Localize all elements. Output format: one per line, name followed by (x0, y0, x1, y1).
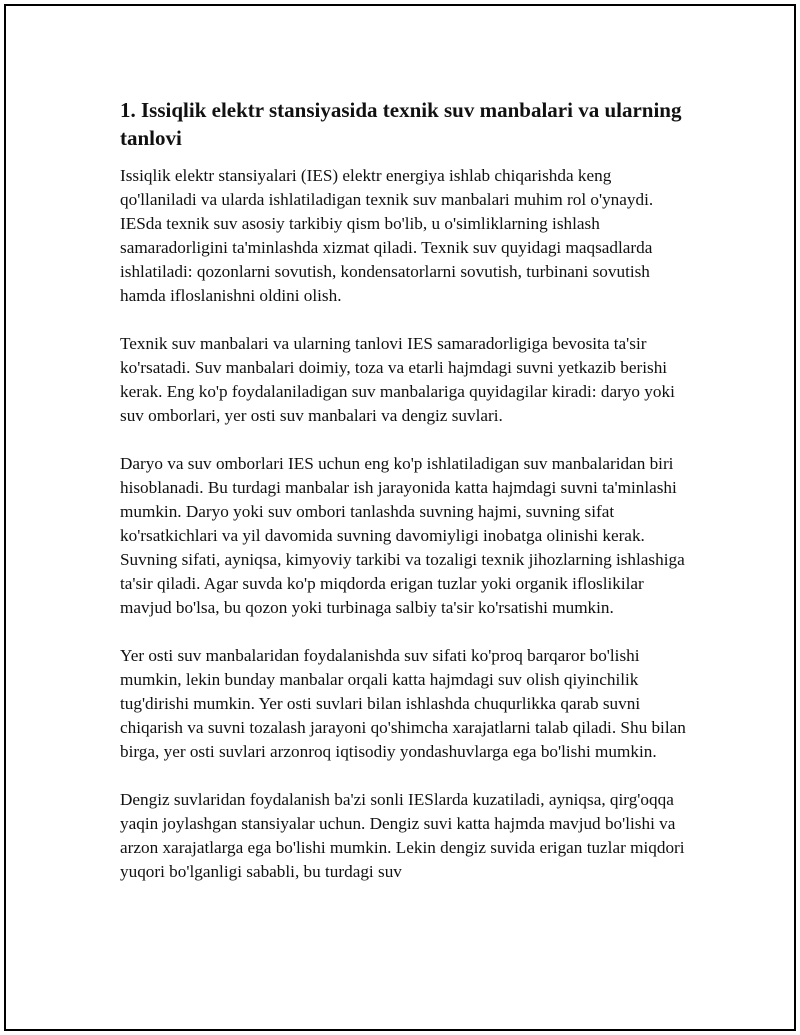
paragraph-1: Issiqlik elektr stansiyalari (IES) elektr energiya ishlab chiqarishda keng qo'llaniladi va ularda ishlatiladigan texnik suv manbalari muhim rol o'ynaydi. IESda texnik suv asosiy tarkibiy qism bo'lib, u o'simliklarning ishlash samaradorligini ta'minlashda xizmat qiladi. Texnik suv quyidagi maqsadlarda ishlatiladi: qozonlarni sovutish, kondensatorlarni sovutish, turbinani sovutish hamda ifloslanishni oldini olish. (120, 166, 654, 305)
paragraph-2: Texnik suv manbalari va ularning tanlovi IES samaradorligiga bevosita ta'sir ko'rsatadi. Suv manbalari doimiy, toza va etarli hajmdagi suvni yetkazib berishi kerak. Eng ko'p foydalaniladigan suv manbalariga quyidagilar kiradi: daryo yoki suv omborlari, yer osti suv manbalari va dengiz suvlari. (120, 334, 675, 425)
document-page (4, 4, 796, 1031)
section-title: 1. Issiqlik elektr stansiyasida texnik suv manbalari va ularning tanlovi (120, 98, 682, 150)
paragraph-5: Dengiz suvlaridan foydalanish ba'zi sonli IESlarda kuzatiladi, ayniqsa, qirg'oqqa yaqin joylashgan stansiyalar uchun. Dengiz suvi katta hajmda mavjud bo'lishi va arzon xarajatlarga ega bo'lishi mumkin. Lekin dengiz suvida erigan tuzlar miqdori yuqori bo'lganligi sababli, bu turdagi suv (120, 790, 685, 881)
document-body (120, 96, 690, 908)
paragraph-3: Daryo va suv omborlari IES uchun eng ko'p ishlatiladigan suv manbalaridan biri hisoblanadi. Bu turdagi manbalar ish jarayonida katta hajmdagi suvni ta'minlashi mumkin. Daryo yoki suv ombori tanlashda suvning hajmi, suvning sifat ko'rsatkichlari va yil davomida suvning davomiyligi inobatga olinishi kerak. Suvning sifati, ayniqsa, kimyoviy tarkibi va tozaligi texnik jihozlarning ishlashiga ta'sir qiladi. Agar suvda ko'p miqdorda erigan tuzlar yoki organik ifloslikilar mavjud bo'lsa, bu qozon yoki turbinaga salbiy ta'sir ko'rsatishi mumkin. (120, 454, 685, 617)
paragraph-4: Yer osti suv manbalaridan foydalanishda suv sifati ko'proq barqaror bo'lishi mumkin, lekin bunday manbalar orqali katta hajmdagi suv olish qiyinchilik tug'dirishi mumkin. Yer osti suvlari bilan ishlashda chuqurlikka qarab suvni chiqarish va suvni tozalash jarayoni qo'shimcha xarajatlarni talab qiladi. Shu bilan birga, yer osti suvlari arzonroq iqtisodiy yondashuvlarga ega bo'lishi mumkin. (120, 646, 686, 761)
